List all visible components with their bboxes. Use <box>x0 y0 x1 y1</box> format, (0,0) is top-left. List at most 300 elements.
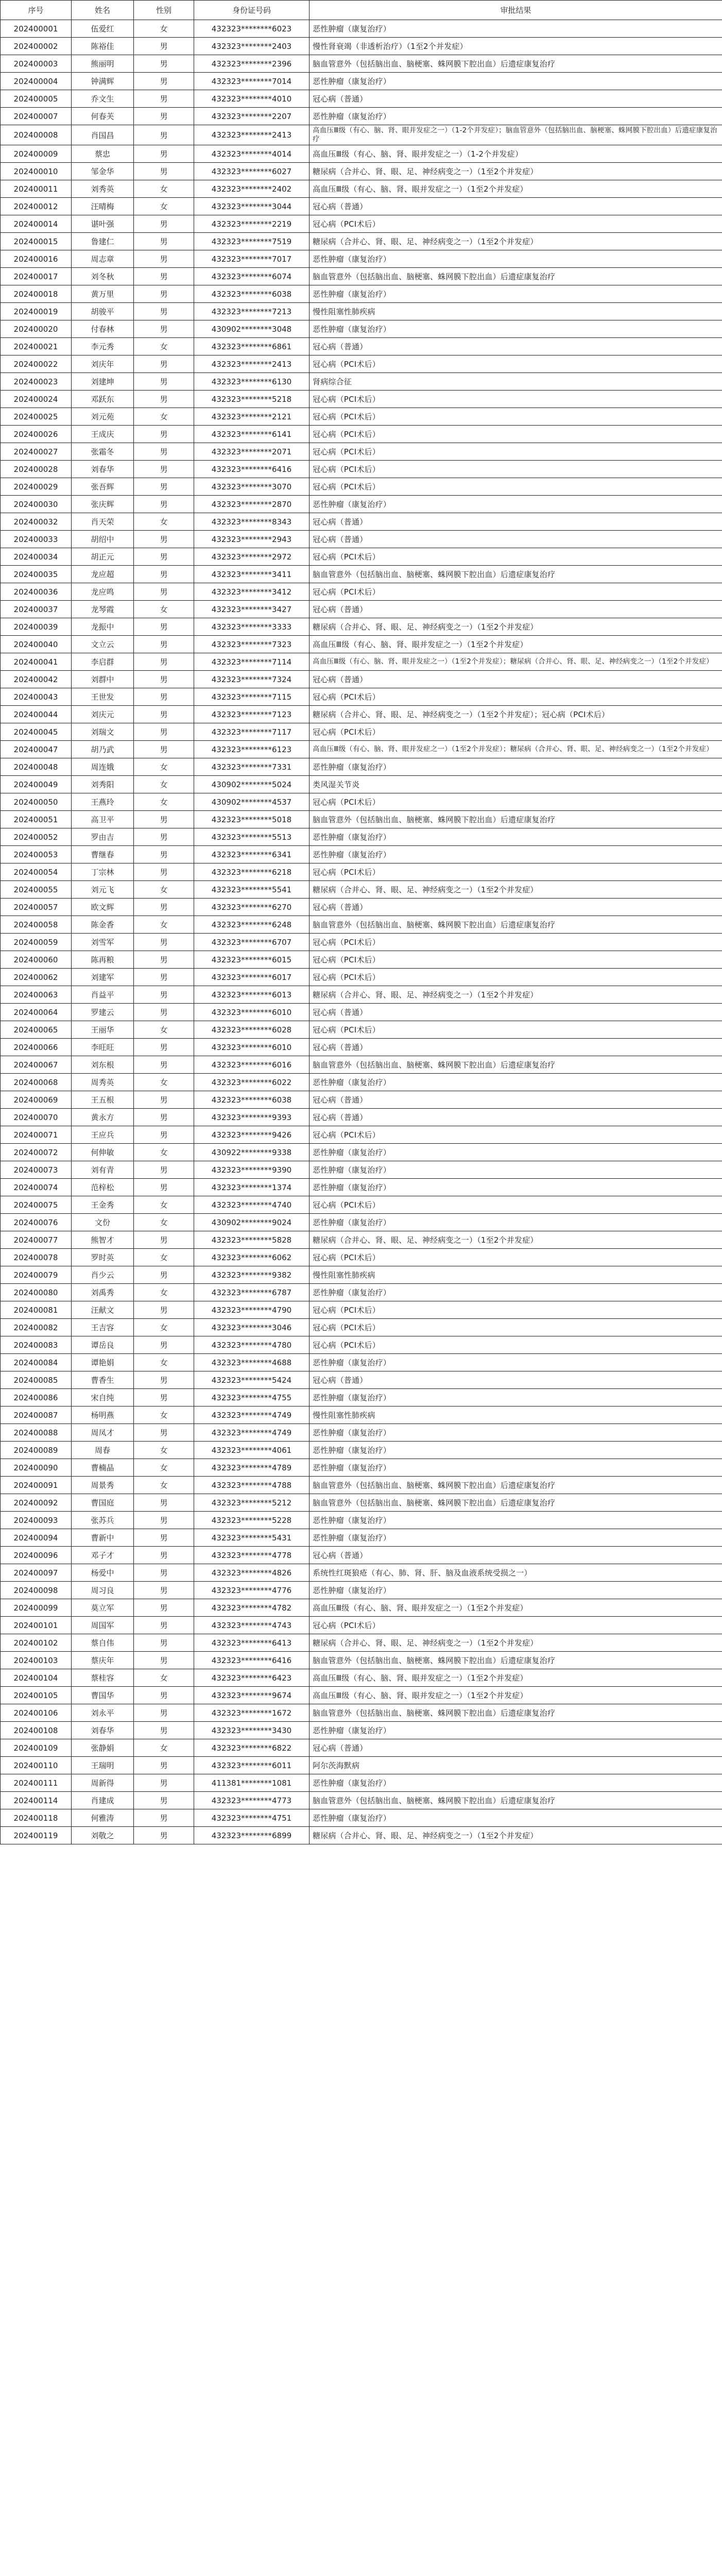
cell-seq: 202400101 <box>1 1617 72 1634</box>
cell-seq: 202400078 <box>1 1249 72 1266</box>
table-header <box>1 1 722 20</box>
cell-idno: 432323********3427 <box>194 601 310 618</box>
cell-result: 糖尿病（合并心、肾、眼、足、神经病变之一）（1至2个并发症） <box>310 163 722 180</box>
table-row <box>1 391 722 408</box>
cell-idno: 432323********5513 <box>194 828 310 846</box>
cell-seq: 202400050 <box>1 793 72 811</box>
table-row <box>1 1056 722 1074</box>
cell-idno: 432323********7115 <box>194 688 310 706</box>
table-row <box>1 1389 722 1406</box>
cell-name: 刘群中 <box>72 671 134 688</box>
cell-result: 冠心病（PCI术后） <box>310 583 722 601</box>
cell-idno: 432323********4789 <box>194 1459 310 1477</box>
cell-idno: 432323********4014 <box>194 145 310 163</box>
cell-sex: 男 <box>134 1809 194 1827</box>
cell-result: 恶性肿瘤（康复治疗） <box>310 20 722 38</box>
cell-seq: 202400016 <box>1 250 72 268</box>
cell-sex: 男 <box>134 426 194 443</box>
cell-sex: 男 <box>134 1039 194 1056</box>
cell-idno: 432323********5424 <box>194 1371 310 1389</box>
cell-seq: 202400033 <box>1 531 72 548</box>
cell-name: 刘秀阳 <box>72 776 134 793</box>
cell-seq: 202400088 <box>1 1424 72 1442</box>
cell-result: 恶性肿瘤（康复治疗） <box>310 1424 722 1442</box>
table-row <box>1 706 722 723</box>
table-row <box>1 951 722 969</box>
cell-sex: 男 <box>134 443 194 461</box>
cell-seq: 202400014 <box>1 215 72 233</box>
cell-name: 胡骏平 <box>72 303 134 320</box>
header-idno: 身份证号码 <box>194 1 310 20</box>
cell-seq: 202400055 <box>1 881 72 899</box>
cell-sex: 女 <box>134 1284 194 1301</box>
cell-idno: 432323********6416 <box>194 461 310 478</box>
cell-idno: 432323********6074 <box>194 268 310 285</box>
table-row <box>1 1442 722 1459</box>
cell-seq: 202400089 <box>1 1442 72 1459</box>
cell-seq: 202400082 <box>1 1319 72 1336</box>
cell-seq: 202400024 <box>1 391 72 408</box>
cell-name: 黄万里 <box>72 285 134 303</box>
table-row <box>1 303 722 320</box>
cell-seq: 202400009 <box>1 145 72 163</box>
cell-idno: 411381********1081 <box>194 1774 310 1792</box>
cell-name: 乔文生 <box>72 90 134 108</box>
cell-result: 冠心病（PCI术后） <box>310 548 722 566</box>
cell-name: 王应兵 <box>72 1126 134 1144</box>
cell-idno: 432323********2403 <box>194 38 310 55</box>
cell-seq: 202400111 <box>1 1774 72 1792</box>
cell-name: 周凤才 <box>72 1424 134 1442</box>
cell-sex: 男 <box>134 583 194 601</box>
cell-name: 汪晴梅 <box>72 198 134 215</box>
cell-seq: 202400028 <box>1 461 72 478</box>
cell-result: 冠心病（普通） <box>310 90 722 108</box>
cell-name: 罗由吉 <box>72 828 134 846</box>
cell-result: 高血压Ⅲ级（有心、脑、肾、眼并发症之一）（1至2个并发症） <box>310 1687 722 1704</box>
table-row <box>1 1004 722 1021</box>
table-row <box>1 601 722 618</box>
cell-name: 何春芙 <box>72 108 134 125</box>
cell-idno: 430902********3048 <box>194 320 310 338</box>
cell-sex: 男 <box>134 934 194 951</box>
cell-result: 恶性肿瘤（康复治疗） <box>310 1722 722 1739</box>
cell-idno: 432323********4776 <box>194 1582 310 1599</box>
cell-result: 冠心病（普通） <box>310 671 722 688</box>
cell-idno: 432323********4740 <box>194 1196 310 1214</box>
cell-idno: 432323********2402 <box>194 180 310 198</box>
table-row <box>1 1214 722 1231</box>
cell-sex: 男 <box>134 688 194 706</box>
cell-name: 龙应超 <box>72 566 134 583</box>
cell-result: 冠心病（普通） <box>310 531 722 548</box>
cell-name: 王金秀 <box>72 1196 134 1214</box>
cell-seq: 202400077 <box>1 1231 72 1249</box>
table-row <box>1 1774 722 1792</box>
cell-idno: 432323********6062 <box>194 1249 310 1266</box>
cell-sex: 男 <box>134 618 194 636</box>
cell-idno: 432323********6130 <box>194 373 310 391</box>
cell-result: 冠心病（普通） <box>310 1004 722 1021</box>
cell-name: 刘庆元 <box>72 706 134 723</box>
cell-sex: 男 <box>134 899 194 916</box>
cell-idno: 432323********4688 <box>194 1354 310 1371</box>
cell-idno: 432323********9382 <box>194 1266 310 1284</box>
cell-sex: 男 <box>134 108 194 125</box>
table-row <box>1 811 722 828</box>
cell-name: 熊智才 <box>72 1231 134 1249</box>
cell-seq: 202400021 <box>1 338 72 355</box>
cell-sex: 男 <box>134 1336 194 1354</box>
cell-seq: 202400047 <box>1 741 72 758</box>
cell-name: 熊丽明 <box>72 55 134 73</box>
table-row <box>1 1074 722 1091</box>
table-row <box>1 163 722 180</box>
cell-idno: 432323********6822 <box>194 1739 310 1757</box>
table-row <box>1 180 722 198</box>
header-result: 审批结果 <box>310 1 722 20</box>
table-row <box>1 583 722 601</box>
table-row <box>1 1722 722 1739</box>
cell-idno: 432323********1374 <box>194 1179 310 1196</box>
cell-seq: 202400099 <box>1 1599 72 1617</box>
cell-name: 李元秀 <box>72 338 134 355</box>
cell-idno: 432323********7323 <box>194 636 310 653</box>
cell-result: 冠心病（普通） <box>310 1039 722 1056</box>
cell-seq: 202400105 <box>1 1687 72 1704</box>
cell-result: 冠心病（普通） <box>310 338 722 355</box>
cell-seq: 202400103 <box>1 1652 72 1669</box>
cell-sex: 女 <box>134 1249 194 1266</box>
cell-sex: 女 <box>134 1459 194 1477</box>
cell-idno: 432323********2870 <box>194 496 310 513</box>
cell-result: 恶性肿瘤（康复治疗） <box>310 1442 722 1459</box>
cell-seq: 202400108 <box>1 1722 72 1739</box>
cell-seq: 202400087 <box>1 1406 72 1424</box>
cell-seq: 202400030 <box>1 496 72 513</box>
cell-result: 慢性阻塞性肺疾病 <box>310 303 722 320</box>
cell-result: 系统性红斑狼疮（有心、肺、肾、肝、脑及血液系统受损之一） <box>310 1564 722 1582</box>
cell-idno: 432323********6218 <box>194 863 310 881</box>
table-row <box>1 1757 722 1774</box>
cell-sex: 男 <box>134 1582 194 1599</box>
cell-seq: 202400094 <box>1 1529 72 1547</box>
cell-sex: 女 <box>134 198 194 215</box>
cell-sex: 男 <box>134 706 194 723</box>
cell-result: 高血压Ⅲ级（有心、脑、肾、眼并发症之一）（1-2个并发症）；脑血管意外（包括脑出血、脑梗塞、蛛网膜下腔出血）后遗症康复治疗 <box>310 125 722 145</box>
cell-result: 慢性肾衰竭（非透析治疗）（1至2个并发症） <box>310 38 722 55</box>
cell-sex: 男 <box>134 1774 194 1792</box>
cell-idno: 432323********4743 <box>194 1617 310 1634</box>
cell-result: 恶性肿瘤（康复治疗） <box>310 1179 722 1196</box>
table-row <box>1 793 722 811</box>
table-row <box>1 108 722 125</box>
cell-name: 罗建云 <box>72 1004 134 1021</box>
cell-seq: 202400104 <box>1 1669 72 1687</box>
cell-seq: 202400039 <box>1 618 72 636</box>
cell-name: 王吉容 <box>72 1319 134 1336</box>
cell-sex: 男 <box>134 268 194 285</box>
cell-name: 何雅涛 <box>72 1809 134 1827</box>
cell-sex: 男 <box>134 478 194 496</box>
cell-idno: 432323********3046 <box>194 1319 310 1336</box>
cell-result: 糖尿病（合并心、肾、眼、足、神经病变之一）（1至2个并发症） <box>310 1827 722 1844</box>
cell-seq: 202400018 <box>1 285 72 303</box>
cell-result: 冠心病（PCI术后） <box>310 355 722 373</box>
cell-name: 文份 <box>72 1214 134 1231</box>
cell-sex: 女 <box>134 1196 194 1214</box>
table-row <box>1 1196 722 1214</box>
cell-sex: 男 <box>134 1109 194 1126</box>
cell-name: 黄永方 <box>72 1109 134 1126</box>
cell-result: 高血压Ⅲ级（有心、脑、肾、眼并发症之一）（1-2个并发症） <box>310 145 722 163</box>
cell-seq: 202400034 <box>1 548 72 566</box>
cell-seq: 202400068 <box>1 1074 72 1091</box>
cell-result: 糖尿病（合并心、肾、眼、足、神经病变之一）（1至2个并发症） <box>310 986 722 1004</box>
cell-idno: 432323********5018 <box>194 811 310 828</box>
cell-name: 曹楠晶 <box>72 1459 134 1477</box>
cell-name: 谌叶强 <box>72 215 134 233</box>
cell-sex: 男 <box>134 1126 194 1144</box>
cell-idno: 432323********9426 <box>194 1126 310 1144</box>
cell-name: 谭艳娟 <box>72 1354 134 1371</box>
table-row <box>1 145 722 163</box>
table-row <box>1 828 722 846</box>
table-row <box>1 1144 722 1161</box>
cell-sex: 男 <box>134 1652 194 1669</box>
table-row <box>1 1336 722 1354</box>
cell-seq: 202400011 <box>1 180 72 198</box>
cell-name: 何伸敏 <box>72 1144 134 1161</box>
cell-name: 王瑞明 <box>72 1757 134 1774</box>
cell-result: 冠心病（普通） <box>310 1109 722 1126</box>
cell-result: 冠心病（PCI术后） <box>310 969 722 986</box>
table-row <box>1 863 722 881</box>
table-row <box>1 1792 722 1809</box>
cell-name: 张霜冬 <box>72 443 134 461</box>
cell-idno: 432323********6027 <box>194 163 310 180</box>
cell-result: 脑血管意外（包括脑出血、脑梗塞、蛛网膜下腔出血）后遗症康复治疗 <box>310 55 722 73</box>
cell-idno: 432323********4749 <box>194 1406 310 1424</box>
cell-result: 恶性肿瘤（康复治疗） <box>310 1284 722 1301</box>
cell-idno: 432323********7017 <box>194 250 310 268</box>
cell-idno: 432323********4061 <box>194 1442 310 1459</box>
cell-idno: 432323********5828 <box>194 1231 310 1249</box>
cell-sex: 男 <box>134 250 194 268</box>
cell-result: 糖尿病（合并心、肾、眼、足、神经病变之一）（1至2个并发症） <box>310 881 722 899</box>
cell-result: 类风湿关节炎 <box>310 776 722 793</box>
cell-name: 邓子才 <box>72 1547 134 1564</box>
cell-seq: 202400093 <box>1 1512 72 1529</box>
cell-result: 冠心病（PCI术后） <box>310 1336 722 1354</box>
cell-idno: 432323********5212 <box>194 1494 310 1512</box>
cell-seq: 202400072 <box>1 1144 72 1161</box>
cell-idno: 432323********7213 <box>194 303 310 320</box>
cell-idno: 432323********2219 <box>194 215 310 233</box>
cell-result: 恶性肿瘤（康复治疗） <box>310 846 722 863</box>
cell-result: 脑血管意外（包括脑出血、脑梗塞、蛛网膜下腔出血）后遗症康复治疗 <box>310 268 722 285</box>
cell-seq: 202400040 <box>1 636 72 653</box>
cell-seq: 202400114 <box>1 1792 72 1809</box>
table-row <box>1 443 722 461</box>
cell-result: 脑血管意外（包括脑出血、脑梗塞、蛛网膜下腔出血）后遗症康复治疗 <box>310 916 722 934</box>
table-row <box>1 1319 722 1336</box>
cell-idno: 432323********6015 <box>194 951 310 969</box>
table-row <box>1 38 722 55</box>
cell-seq: 202400051 <box>1 811 72 828</box>
cell-seq: 202400015 <box>1 233 72 250</box>
cell-result: 高血压Ⅲ级（有心、脑、肾、眼并发症之一）（1至2个并发症）；糖尿病（合并心、肾、眼、足、神经病变之一）（1至2个并发症） <box>310 653 722 671</box>
table-row <box>1 741 722 758</box>
cell-seq: 202400048 <box>1 758 72 776</box>
cell-seq: 202400053 <box>1 846 72 863</box>
cell-idno: 432323********4790 <box>194 1301 310 1319</box>
header-seq: 序号 <box>1 1 72 20</box>
cell-result: 冠心病（PCI术后） <box>310 443 722 461</box>
cell-name: 曹香生 <box>72 1371 134 1389</box>
cell-idno: 432323********3411 <box>194 566 310 583</box>
cell-name: 周新得 <box>72 1774 134 1792</box>
cell-idno: 432323********9390 <box>194 1161 310 1179</box>
cell-result: 冠心病（PCI术后） <box>310 1021 722 1039</box>
cell-name: 李旺旺 <box>72 1039 134 1056</box>
cell-seq: 202400032 <box>1 513 72 531</box>
cell-seq: 202400083 <box>1 1336 72 1354</box>
cell-sex: 男 <box>134 636 194 653</box>
cell-idno: 432323********7519 <box>194 233 310 250</box>
table-row <box>1 1512 722 1529</box>
cell-seq: 202400044 <box>1 706 72 723</box>
cell-name: 刘建军 <box>72 969 134 986</box>
cell-idno: 432323********2943 <box>194 531 310 548</box>
cell-seq: 202400045 <box>1 723 72 741</box>
cell-result: 脑血管意外（包括脑出血、脑梗塞、蛛网膜下腔出血）后遗症康复治疗 <box>310 1477 722 1494</box>
cell-name: 陈再粮 <box>72 951 134 969</box>
cell-seq: 202400066 <box>1 1039 72 1056</box>
cell-result: 冠心病（PCI术后） <box>310 863 722 881</box>
cell-name: 周秀英 <box>72 1074 134 1091</box>
cell-idno: 432323********6023 <box>194 20 310 38</box>
cell-result: 恶性肿瘤（康复治疗） <box>310 1809 722 1827</box>
cell-idno: 432323********2413 <box>194 125 310 145</box>
table-row <box>1 1739 722 1757</box>
table-row <box>1 320 722 338</box>
cell-result: 冠心病（PCI术后） <box>310 723 722 741</box>
cell-sex: 男 <box>134 461 194 478</box>
cell-name: 谭岳良 <box>72 1336 134 1354</box>
cell-name: 范梓松 <box>72 1179 134 1196</box>
cell-name: 欧文辉 <box>72 899 134 916</box>
cell-name: 肖天荣 <box>72 513 134 531</box>
cell-seq: 202400025 <box>1 408 72 426</box>
cell-seq: 202400042 <box>1 671 72 688</box>
table-row <box>1 373 722 391</box>
cell-name: 邓跃东 <box>72 391 134 408</box>
cell-sex: 男 <box>134 653 194 671</box>
table-row <box>1 1634 722 1652</box>
cell-result: 冠心病（PCI术后） <box>310 1301 722 1319</box>
cell-seq: 202400049 <box>1 776 72 793</box>
cell-sex: 男 <box>134 1424 194 1442</box>
cell-idno: 432323********6017 <box>194 969 310 986</box>
cell-idno: 432323********6707 <box>194 934 310 951</box>
table-row <box>1 1687 722 1704</box>
cell-result: 恶性肿瘤（康复治疗） <box>310 1214 722 1231</box>
table-row <box>1 1564 722 1582</box>
cell-result: 高血压Ⅲ级（有心、脑、肾、眼并发症之一）（1至2个并发症） <box>310 1669 722 1687</box>
cell-idno: 432323********6861 <box>194 338 310 355</box>
cell-idno: 432323********4826 <box>194 1564 310 1582</box>
cell-result: 冠心病（普通） <box>310 1739 722 1757</box>
cell-result: 恶性肿瘤（康复治疗） <box>310 1074 722 1091</box>
cell-name: 文立云 <box>72 636 134 653</box>
cell-result: 恶性肿瘤（康复治疗） <box>310 1512 722 1529</box>
table-row <box>1 55 722 73</box>
cell-sex: 女 <box>134 916 194 934</box>
cell-result: 恶性肿瘤（康复治疗） <box>310 108 722 125</box>
cell-sex: 男 <box>134 1266 194 1284</box>
table-row <box>1 461 722 478</box>
cell-seq: 202400003 <box>1 55 72 73</box>
cell-seq: 202400019 <box>1 303 72 320</box>
table-row <box>1 618 722 636</box>
cell-idno: 432323********4782 <box>194 1599 310 1617</box>
cell-result: 恶性肿瘤（康复治疗） <box>310 1582 722 1599</box>
table-row <box>1 548 722 566</box>
cell-seq: 202400026 <box>1 426 72 443</box>
table-row <box>1 776 722 793</box>
cell-sex: 男 <box>134 1617 194 1634</box>
cell-idno: 432323********2071 <box>194 443 310 461</box>
cell-idno: 432323********4780 <box>194 1336 310 1354</box>
cell-seq: 202400054 <box>1 863 72 881</box>
table-row <box>1 1266 722 1284</box>
cell-idno: 432323********2972 <box>194 548 310 566</box>
cell-sex: 男 <box>134 320 194 338</box>
cell-name: 陈金香 <box>72 916 134 934</box>
cell-idno: 432323********6013 <box>194 986 310 1004</box>
cell-idno: 432323********1672 <box>194 1704 310 1722</box>
table-row <box>1 1547 722 1564</box>
cell-name: 刘雪军 <box>72 934 134 951</box>
cell-name: 胡乃武 <box>72 741 134 758</box>
cell-seq: 202400060 <box>1 951 72 969</box>
cell-idno: 432323********3430 <box>194 1722 310 1739</box>
cell-idno: 432323********6899 <box>194 1827 310 1844</box>
cell-sex: 男 <box>134 1529 194 1547</box>
table-row <box>1 1109 722 1126</box>
cell-result: 冠心病（PCI术后） <box>310 793 722 811</box>
cell-seq: 202400119 <box>1 1827 72 1844</box>
table-row <box>1 20 722 38</box>
cell-idno: 432323********6123 <box>194 741 310 758</box>
cell-sex: 男 <box>134 1599 194 1617</box>
table-row <box>1 1126 722 1144</box>
cell-seq: 202400064 <box>1 1004 72 1021</box>
cell-sex: 女 <box>134 1021 194 1039</box>
cell-sex: 男 <box>134 828 194 846</box>
cell-sex: 男 <box>134 531 194 548</box>
table-row <box>1 355 722 373</box>
cell-sex: 女 <box>134 1669 194 1687</box>
cell-idno: 430922********9338 <box>194 1144 310 1161</box>
cell-sex: 男 <box>134 303 194 320</box>
table-row <box>1 566 722 583</box>
cell-seq: 202400102 <box>1 1634 72 1652</box>
table-row <box>1 1231 722 1249</box>
cell-seq: 202400023 <box>1 373 72 391</box>
cell-name: 蔡自伟 <box>72 1634 134 1652</box>
